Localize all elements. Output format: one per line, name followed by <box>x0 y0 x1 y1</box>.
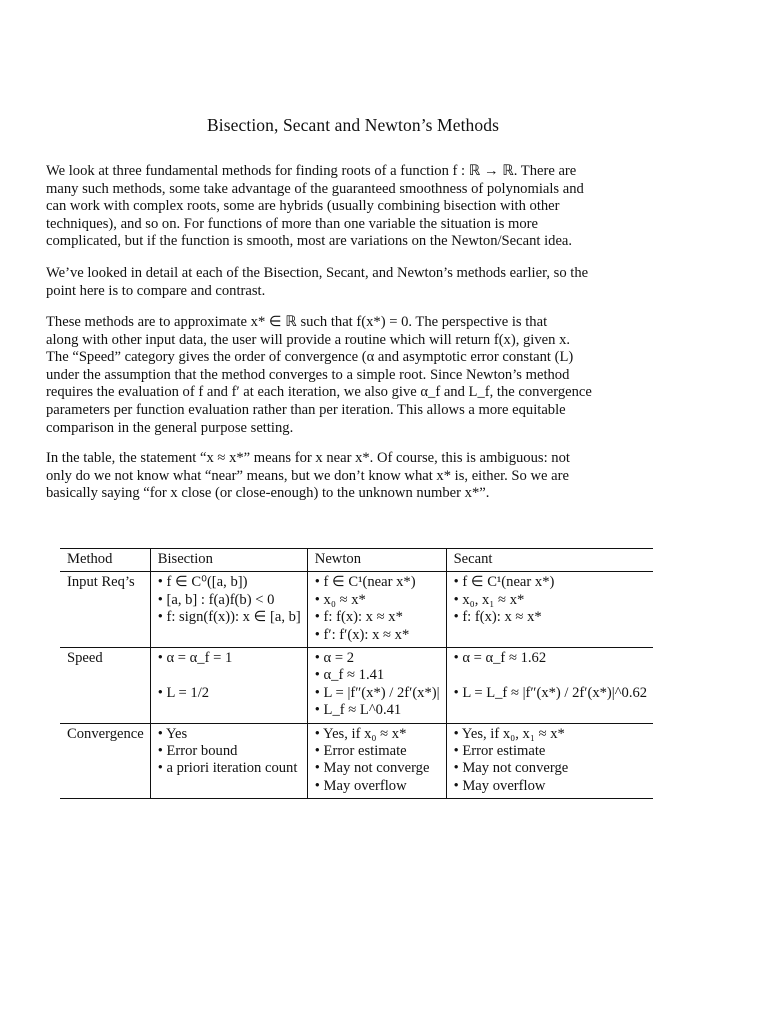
text-line: In the table, the statement “x ≈ x*” means for x near x*. Of course, this is ambiguous: not <box>46 450 570 466</box>
list-item: • Error estimate <box>314 743 407 760</box>
row-label: Input Req’s <box>60 572 150 648</box>
comparison-table <box>60 548 653 799</box>
text-line: along with other input data, the user will provide a routine which will return f(x), given x. <box>46 331 571 348</box>
methods-paragraph <box>46 314 660 437</box>
list-item: • f ∈ C¹(near x*) <box>453 574 555 591</box>
list-item: • f′: f′(x): x ≈ x* <box>314 626 410 643</box>
text-line: point here is to compare and contrast. <box>46 282 266 299</box>
text-line: The “Speed” category gives the order of convergence (α and asymptotic error constant (L) <box>46 349 574 366</box>
text-line: complicated, but if the function is smooth, most are variations on the Newton/Secant idea. <box>46 233 573 250</box>
list-item: • f: sign(f(x)): x ∈ [a, b] <box>157 609 301 626</box>
header-bisection: Bisection <box>150 549 307 572</box>
header-newton: Newton <box>307 549 446 572</box>
table-row-convergence <box>60 723 653 799</box>
intro-paragraph <box>46 163 660 251</box>
list-item: • α_f ≈ 1.41 <box>314 667 385 684</box>
spacer <box>454 667 648 684</box>
table-row-input-reqs <box>60 572 653 648</box>
secant-cell <box>446 572 653 648</box>
list-item: • L = 1/2 <box>157 684 210 701</box>
text-line: We’ve looked in detail at each of the Bisection, Secant, and Newton’s methods earlier, so the <box>46 265 589 281</box>
newton-cell <box>307 648 446 724</box>
list-item: • x₀ ≈ x* <box>314 591 366 608</box>
list-item: • May not converge <box>314 760 430 777</box>
secant-cell <box>446 723 653 799</box>
list-item: • Error bound <box>157 743 238 760</box>
list-item: • L = |f″(x*) / 2f′(x*)| <box>314 684 440 701</box>
list-item: • x₀, x₁ ≈ x* <box>453 591 525 608</box>
list-item: • Yes, if x₀, x₁ ≈ x* <box>453 725 565 742</box>
list-item: • f: f(x): x ≈ x* <box>453 609 542 626</box>
bisection-cell <box>150 723 307 799</box>
list-item: • f ∈ C¹(near x*) <box>314 574 416 591</box>
list-item: • Yes, if x₀ ≈ x* <box>314 725 407 742</box>
header-secant: Secant <box>446 549 653 572</box>
list-item: • Yes <box>157 725 188 742</box>
bisection-cell <box>150 648 307 724</box>
table-row-speed <box>60 648 653 724</box>
list-item: • α = α_f = 1 <box>157 650 233 667</box>
header-method: Method <box>60 549 150 572</box>
table-note-paragraph <box>46 450 660 503</box>
text-line: only do we not know what “near” means, but we don’t know what x* is, either. So we are <box>46 467 569 484</box>
spacer <box>158 667 301 684</box>
text-line: basically saying “for x close (or close-enough) to the unknown number x*”. <box>46 485 490 502</box>
newton-cell <box>307 723 446 799</box>
text-line: comparison in the general purpose setting. <box>46 419 294 436</box>
list-item: • α = 2 <box>314 650 355 667</box>
text-line: can work with complex roots, some are hybrids (usually combining bisection with other <box>46 198 560 215</box>
text-line: We look at three fundamental methods for finding roots of a function f : ℝ → ℝ. There are <box>46 163 577 179</box>
list-item: • a priori iteration count <box>157 760 298 777</box>
row-label: Speed <box>60 648 150 724</box>
list-item: • f ∈ C⁰([a, b]) <box>157 574 248 591</box>
text-line: techniques), and so on. For functions of more than one variable the situation is more <box>46 215 539 232</box>
list-item: • α = α_f ≈ 1.62 <box>453 650 547 667</box>
secant-cell <box>446 648 653 724</box>
table-header-row <box>60 549 653 572</box>
bisection-cell <box>150 572 307 648</box>
text-line: These methods are to approximate x* ∈ ℝ such that f(x*) = 0. The perspective is that <box>46 314 548 330</box>
list-item: • L_f ≈ L^0.41 <box>314 702 402 719</box>
text-line: requires the evaluation of f and f′ at each iteration, we also give α_f and L_f, the convergence <box>46 384 592 401</box>
text-line: parameters per function evaluation rather than per iteration. This allows a more equitable <box>46 401 566 418</box>
text-line: many such methods, some take advantage of the guaranteed smoothness of polynomials and <box>46 180 584 197</box>
list-item: • Error estimate <box>453 743 546 760</box>
list-item: • May overflow <box>453 777 546 794</box>
list-item: • [a, b] : f(a)f(b) < 0 <box>157 591 275 608</box>
list-item: • L = L_f ≈ |f″(x*) / 2f′(x*)|^0.62 <box>453 684 648 701</box>
list-item: • May overflow <box>314 777 407 794</box>
page-title: Bisection, Secant and Newton’s Methods <box>206 115 500 135</box>
text-line: under the assumption that the method converges to a simple root. Since Newton’s method <box>46 366 570 383</box>
newton-cell <box>307 572 446 648</box>
row-label: Convergence <box>60 723 150 799</box>
compare-paragraph <box>46 265 660 300</box>
list-item: • May not converge <box>453 760 569 777</box>
list-item: • f: f(x): x ≈ x* <box>314 609 403 626</box>
